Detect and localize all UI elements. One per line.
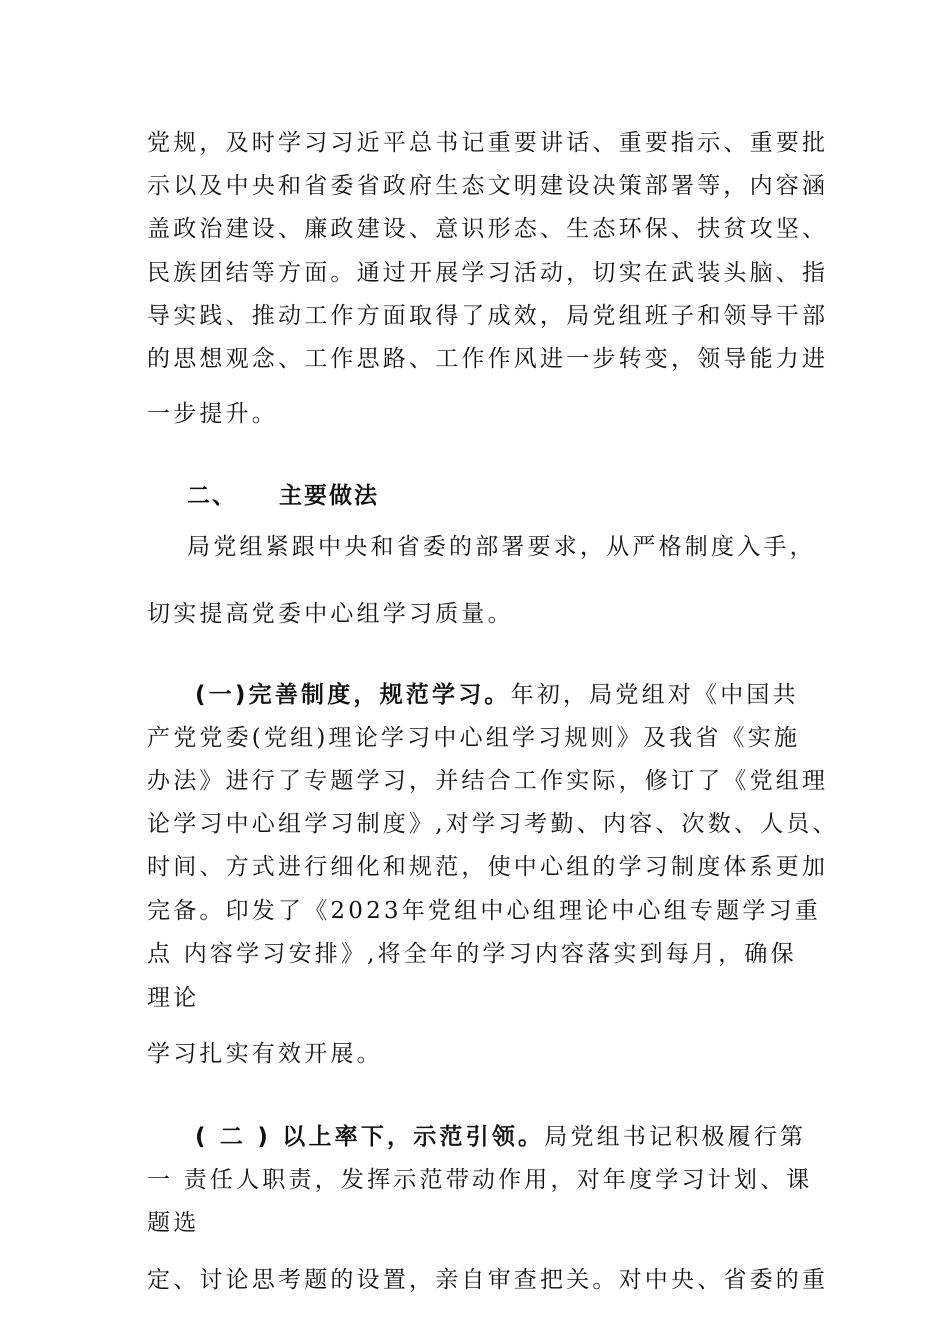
paragraph-line [195,1122,806,1152]
subsection-text: 局党组书记积极履行第 [544,1124,807,1150]
section-heading [187,481,379,511]
section-number: 二、 [187,483,237,509]
paragraph-line: 党规，及时学习习近平总书记重要讲话、重要指示、重要批 [147,130,829,156]
paragraph-line: 切实提高党委中心组学习质量。 [147,601,514,627]
subsection-title: ( 二 ) 以上率下，示范引领。 [195,1124,545,1150]
paragraph-line: 完备。印发了《2023年党组中心组理论中心组专题学习重 [147,898,821,924]
section-title: 主要做法 [279,483,379,509]
paragraph-line: 局党组紧跟中央和省委的部署要求，从严格制度入手， [187,534,816,560]
paragraph-line: 一 责任人职责，发挥示范带动作用，对年度学习计划、课 [147,1167,813,1193]
paragraph-line: 定、讨论思考题的设置，亲自审查把关。对中央、省委的重 [147,1267,829,1293]
paragraph-line: 办法》进行了专题学习，并结合工作实际，修订了《党组理 [147,768,829,794]
subsection-text: 年初，局党组对《中国共 [510,682,799,708]
paragraph-line: 时间、方式进行细化和规范，使中心组的学习制度体系更加 [147,854,829,880]
paragraph-line: 的思想观念、工作思路、工作作风进一步转变，领导能力进 [147,346,829,372]
paragraph-line: 点 内容学习安排》,将全年的学习内容落实到每月，确保 [147,941,797,967]
paragraph-line: 产党党委(党组)理论学习中心组学习规则》及我省《实施 [147,725,801,751]
paragraph-line: 学习扎实有效开展。 [147,1041,383,1067]
paragraph-line [195,680,799,710]
paragraph-line: 导实践、推动工作方面取得了成效，局党组班子和领导干部 [147,303,829,329]
paragraph-line: 论学习中心组学习制度》,对学习考勤、内容、次数、人员、 [147,811,839,837]
paragraph-line: 理论 [147,985,200,1011]
paragraph-line: 一步提升。 [147,401,278,427]
paragraph-line: 民族团结等方面。通过开展学习活动，切实在武装头脑、指 [147,260,829,286]
paragraph-line: 题选 [147,1210,200,1236]
subsection-title: (一)完善制度，规范学习。 [195,682,511,708]
paragraph-line: 示以及中央和省委省政府生态文明建设决策部署等，内容涵 [147,173,829,199]
paragraph-line: 盖政治建设、廉政建设、意识形态、生态环保、扶贫攻坚、 [147,216,829,242]
